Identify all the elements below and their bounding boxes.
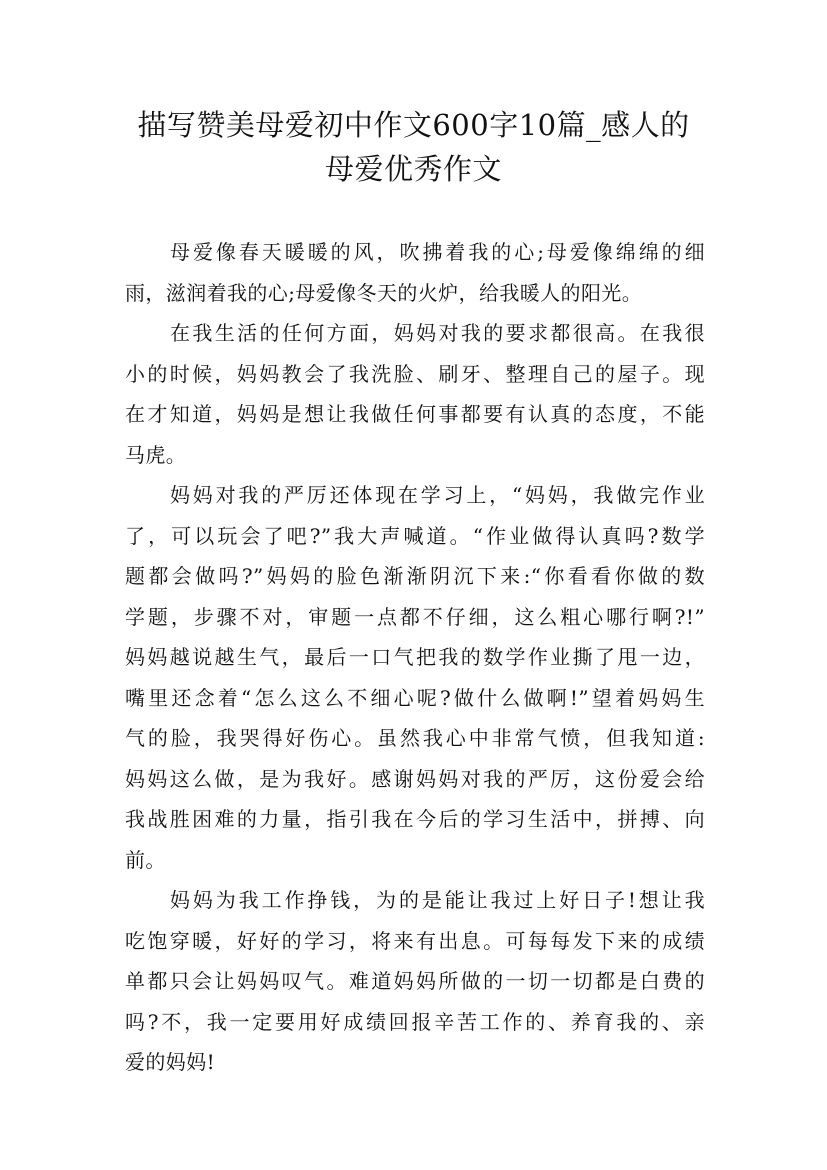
text-line: 小的时候，妈妈教会了我洗脸、刷牙、整理自己的屋子。现 bbox=[125, 361, 705, 386]
text-line: 在才知道，妈妈是想让我做任何事都要有认真的态度，不能 bbox=[125, 402, 705, 426]
paragraph bbox=[125, 880, 705, 1083]
text-line: 爱的妈妈! bbox=[125, 1050, 216, 1074]
text-line: 妈妈这么做，是为我好。感谢妈妈对我的严厉，这份爱会给 bbox=[125, 766, 705, 791]
title-line: 描写赞美母爱初中作文600字10篇_感人的 bbox=[137, 108, 690, 142]
text-line: 妈妈越说越生气，最后一口气把我的数学作业撕了甩一边， bbox=[125, 645, 705, 669]
text-line: 学题，步骤不对，审题一点都不仔细，这么粗心哪行啊?!” bbox=[125, 604, 705, 629]
text-line: 雨，滋润着我的心;母爱像冬天的火炉，给我暖人的阳光。 bbox=[125, 280, 643, 305]
text-line: 在我生活的任何方面，妈妈对我的要求都很高。在我很 bbox=[170, 321, 705, 345]
text-line: 母爱像春天暖暖的风，吹拂着我的心;母爱像绵绵的细 bbox=[170, 240, 705, 264]
title-line: 母爱优秀作文 bbox=[324, 152, 502, 186]
text-line: 单都只会让妈妈叹气。难道妈妈所做的一切一切都是白费的 bbox=[125, 969, 705, 993]
document-title bbox=[100, 103, 727, 191]
text-line: 妈妈为我工作挣钱，为的是能让我过上好日子!想让我 bbox=[170, 888, 705, 912]
text-line: 我战胜困难的力量，指引我在今后的学习生活中，拼搏、向 bbox=[125, 807, 705, 831]
text-line: 前。 bbox=[125, 847, 166, 872]
text-line: 气的脸，我哭得好伤心。虽然我心中非常气愤，但我知道: bbox=[125, 726, 705, 750]
text-line: 妈妈对我的严厉还体现在学习上，“妈妈，我做完作业 bbox=[170, 483, 705, 507]
paragraph bbox=[125, 232, 705, 313]
text-line: 题都会做吗?”妈妈的脸色渐渐阴沉下来:“你看看你做的数 bbox=[125, 564, 705, 588]
paragraph bbox=[125, 313, 705, 475]
text-line: 吗?不，我一定要用好成绩回报辛苦工作的、养育我的、亲 bbox=[125, 1009, 705, 1034]
paragraph bbox=[125, 475, 705, 880]
text-line: 嘴里还念着“怎么这么不细心呢?做什么做啊!”望着妈妈生 bbox=[125, 685, 705, 710]
text-line: 马虎。 bbox=[125, 442, 187, 467]
text-line: 了，可以玩会了吧?”我大声喊道。“作业做得认真吗?数学 bbox=[125, 523, 705, 548]
document-body bbox=[125, 232, 705, 1083]
text-line: 吃饱穿暖，好好的学习，将来有出息。可每每发下来的成绩 bbox=[125, 928, 705, 953]
